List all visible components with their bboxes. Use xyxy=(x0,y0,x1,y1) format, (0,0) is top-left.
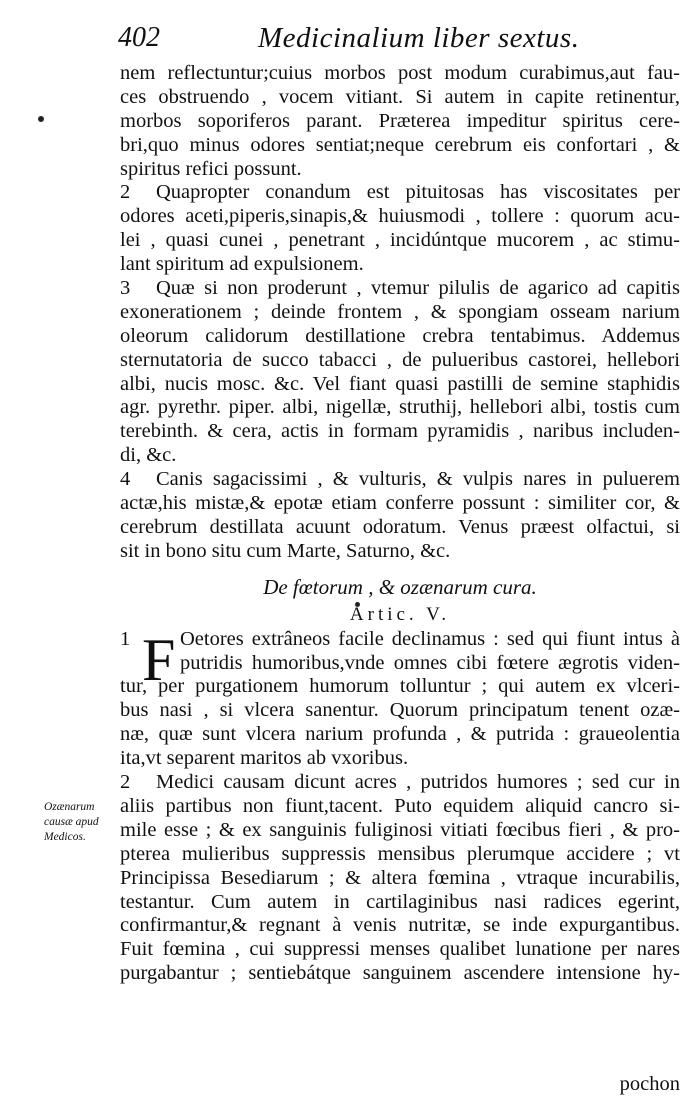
line-text: testantur. Cum autem in cartilaginibus nasi radices egerint, xyxy=(120,890,680,913)
line-text: Fuit fœmina , cui suppressi menses qualibet lunatione per nares xyxy=(120,938,680,961)
text-line xyxy=(120,516,680,540)
text-line xyxy=(120,914,680,938)
line-text: exonerationem ; deinde frontem , & spongiam osseam narium xyxy=(120,300,680,323)
line-text: nem reflectuntur;cuius morbos post modum curabimus,aut fau- xyxy=(120,62,680,84)
text-line xyxy=(120,373,680,397)
text-line xyxy=(120,396,680,420)
text-line xyxy=(120,492,680,516)
margin-note-line: Ozænarum xyxy=(44,801,95,813)
text-line xyxy=(120,181,680,205)
text-line xyxy=(120,723,680,747)
line-text: mile esse ; & ex sanguinis fuliginosi vitiati fœcibus fieri , & pro- xyxy=(120,818,680,841)
line-text: Quapropter conandum est pituitosas has viscositates per xyxy=(156,181,680,204)
line-text: sternutatoria de succo tabacci , de pulueribus castorei, hellebori xyxy=(120,348,680,371)
line-text: bri,quo minus odores sentiat;neque cerebrum eis confortari , & xyxy=(120,133,680,156)
running-title: Medicinalium liber sextus. xyxy=(258,22,580,54)
line-text: confirmantur,& regnant à venis nutritæ, se inde expurgantibus. xyxy=(120,914,680,937)
text-line xyxy=(120,540,680,564)
text-line xyxy=(120,843,680,867)
page-number: 402 xyxy=(118,22,160,53)
line-text: oleorum calidorum destillatione crebra tentabimus. Addemus xyxy=(120,324,680,347)
drop-cap: F xyxy=(142,626,176,693)
line-text: terebinth. & cera, actis in formam pyramidis , naribus includen- xyxy=(120,420,680,443)
text-line xyxy=(120,652,680,676)
line-text: di, &c. xyxy=(120,444,177,467)
text-line xyxy=(120,277,680,301)
article-label: Artic. V. xyxy=(349,603,451,625)
text-line xyxy=(120,867,680,891)
text-line xyxy=(120,253,680,277)
text-line xyxy=(120,468,680,492)
line-text: Principissa Besediarum ; & altera fœmina , vtraque incurabilis, xyxy=(120,866,680,889)
line-text: Medici causam dicunt acres , putridos humores ; sed cur in xyxy=(156,771,680,794)
text-line xyxy=(120,62,680,86)
text-line xyxy=(120,110,680,134)
line-text: cerebrum destillata acuunt odoratum. Venus præest olfactui, si xyxy=(120,515,680,538)
line-text: Oetores extrâneos facile declinamus : sed qui fiunt intus à xyxy=(180,627,680,650)
line-text: morbos soporiferos parant. Præterea impeditur spiritus cere- xyxy=(120,109,680,132)
line-text: lei , quasi cunei , penetrant , incidúntque mucorem , ac stimu- xyxy=(120,229,680,252)
line-text: odores aceti,piperis,sinapis,& huiusmodi , tollere : quorum acu- xyxy=(120,205,680,228)
paragraph-number: 1 xyxy=(120,627,131,650)
text-line xyxy=(120,205,680,229)
section-heading: De fœtorum , & ozænarum cura. xyxy=(263,574,537,599)
paragraph-number: 2 xyxy=(120,181,131,204)
line-text: purgabantur ; sentiebátque sanguinem ascendere intensione hy- xyxy=(120,962,680,985)
text-line xyxy=(120,420,680,444)
line-text: næ, quæ sunt vlcera narium profunda , & putrida : graueolentia xyxy=(120,723,680,746)
text-line xyxy=(120,444,680,468)
text-line xyxy=(120,134,680,158)
margin-note-line: causæ apud xyxy=(44,816,99,828)
text-line xyxy=(120,747,680,771)
line-text: sit in bono situ cum Marte, Saturno, &c. xyxy=(120,539,451,562)
body-text xyxy=(120,62,680,986)
text-line xyxy=(120,699,680,723)
line-text: aliis partibus non fiunt,tacent. Puto equidem aliquid cancro si- xyxy=(120,794,680,817)
line-text: spiritus refici possunt. xyxy=(120,157,302,180)
line-text: lant spiritum ad expulsionem. xyxy=(120,253,364,276)
paragraph-number: 4 xyxy=(120,468,131,491)
line-text: ces obstruendo , vocem vitiant. Si autem in capite retinentur, xyxy=(120,85,680,108)
margin-note-line: Medicos. xyxy=(44,831,86,843)
line-text: Canis sagacissimi , & vulturis, & vulpis nares in puluerem xyxy=(156,468,680,491)
line-text: Quæ si non proderunt , vtemur pilulis de agarico ad capitis xyxy=(156,277,680,300)
text-line xyxy=(120,891,680,915)
line-text: ita,vt separent maritos ab vxoribus. xyxy=(120,747,409,770)
paragraph-number: 3 xyxy=(120,277,131,300)
line-text: tur, per purgationem humorum tolluntur ; qui autem ex vlceri- xyxy=(120,675,680,698)
line-text: pterea mulieribus suppressis mensibus plerumque accidere ; vt xyxy=(120,842,680,865)
paragraph-number: 2 xyxy=(120,771,131,794)
text-line xyxy=(120,86,680,110)
line-text: actæ,his mistæ,& epotæ etiam conferre possunt : similiter cor, & xyxy=(120,492,680,515)
text-line xyxy=(120,795,680,819)
line-text: albi, nucis mosc. &c. Vel fiant quasi pastilli de semine staphidis xyxy=(120,372,680,395)
text-line xyxy=(120,229,680,253)
catchword: pochon xyxy=(619,1073,680,1095)
text-line xyxy=(120,962,680,986)
text-line xyxy=(120,771,680,795)
text-line xyxy=(120,158,680,182)
ink-spot xyxy=(38,116,44,122)
line-text: agr. pyrethr. piper. albi, nigellæ, struthij, hellebori albi, tostis cum xyxy=(120,396,680,419)
text-line xyxy=(120,938,680,962)
text-line xyxy=(120,819,680,843)
margin-note xyxy=(44,800,124,845)
text-line xyxy=(120,301,680,325)
page-header xyxy=(118,22,678,62)
text-line xyxy=(120,325,680,349)
text-line xyxy=(120,349,680,373)
line-text: putridis humoribus,vnde omnes cibi fœtere ægrotis viden- xyxy=(180,651,680,674)
text-line xyxy=(120,675,680,699)
line-text: bus nasi , si vlcera sanentur. Quorum principatum tenent ozæ- xyxy=(120,699,680,722)
